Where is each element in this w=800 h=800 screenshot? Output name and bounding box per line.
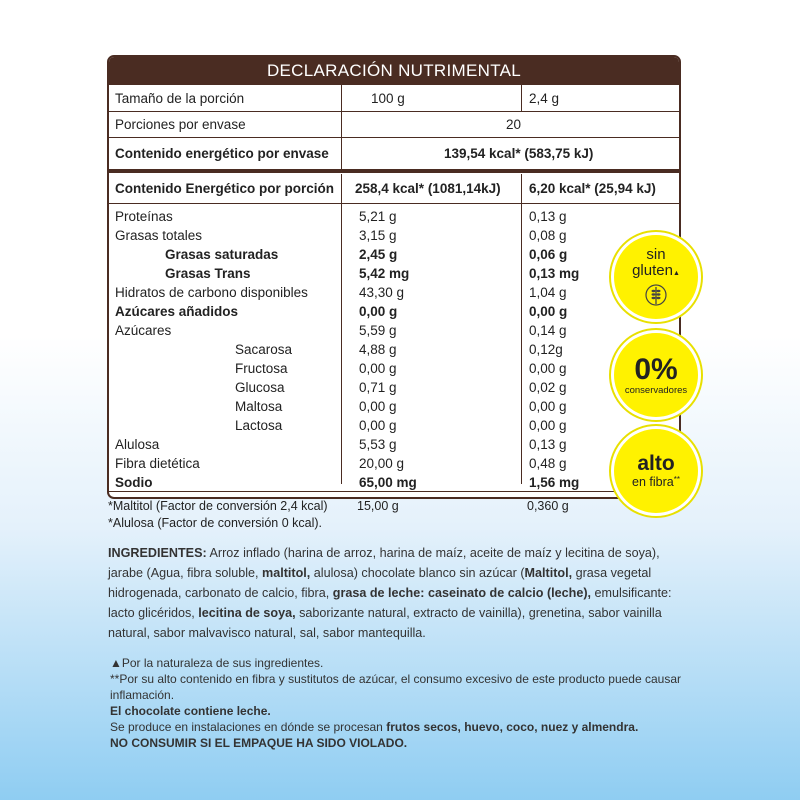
- nutrient-labels: [115, 207, 341, 492]
- value-100: 5,59 g: [359, 323, 397, 338]
- gluten-badge-word: gluten: [632, 261, 673, 279]
- energy-por-label: Contenido Energético por porción: [115, 181, 334, 196]
- high-fiber-badge: [611, 426, 701, 516]
- nutrient-label: Grasas saturadas: [165, 247, 279, 262]
- value-serv: 0,08 g: [529, 228, 567, 243]
- nutrient-values-serv: [529, 207, 579, 492]
- note-4-bold: frutos secos, huevo, coco, nuez y almendra.: [386, 720, 639, 734]
- note-3: El chocolate contiene leche.: [110, 704, 271, 718]
- value-serv: 0,00 g: [529, 304, 568, 319]
- value-serv: 0,12g: [529, 342, 563, 357]
- maltitol-100: 15,00 g: [357, 499, 399, 513]
- ingredients-bold: lecitina de soya,: [198, 606, 296, 620]
- fiber-small: en fibra: [632, 475, 674, 489]
- col-divider: [521, 204, 522, 484]
- ingredients-bold: maltitol,: [262, 566, 311, 580]
- ingredients-text: alulosa) chocolate blanco sin azúcar (: [310, 566, 525, 580]
- nutrient-label: Sacarosa: [235, 342, 293, 357]
- energy-por-row: [109, 174, 679, 204]
- preservatives-big: 0%: [634, 352, 678, 386]
- value-serv: 0,00 g: [529, 399, 567, 414]
- ingredients-text: Arroz inflado (harina de arroz, harina de maíz, aceite de maíz y lecitina de soya), jarabe (Agua, fibra soluble,: [108, 546, 660, 580]
- nutrient-label: Grasas Trans: [165, 266, 251, 281]
- nutrition-table: [107, 55, 681, 499]
- value-serv: 0,00 g: [529, 418, 567, 433]
- maltitol-serv: 0,360 g: [527, 499, 569, 513]
- value-100: 3,15 g: [359, 228, 397, 243]
- fiber-big: alto: [637, 452, 675, 475]
- nutrient-label: Alulosa: [115, 437, 160, 452]
- energy-pkg-value: 139,54 kcal* (583,75 kJ): [444, 146, 594, 161]
- portions-value: 20: [506, 117, 522, 132]
- note-2: **Por su alto contenido en fibra y sustitutos de azúcar, el consumo excesivo de este producto puede causar inflamación.: [110, 672, 682, 702]
- portions-row: [109, 112, 679, 138]
- nutrient-label: Fibra dietética: [115, 456, 200, 471]
- maltitol-footnote: *Maltitol (Factor de conversión 2,4 kcal): [108, 499, 328, 513]
- value-100: 43,30 g: [359, 285, 405, 300]
- value-serv: 1,04 g: [529, 285, 567, 300]
- ingredients-bold: Maltitol,: [524, 566, 573, 580]
- nutrient-label: Hidratos de carbono disponibles: [115, 285, 308, 300]
- fiber-small-line: [632, 475, 680, 489]
- portion-label: Tamaño de la porción: [115, 90, 245, 106]
- portion-row: [109, 85, 679, 112]
- table-title: DECLARACIÓN NUTRIMENTAL: [109, 57, 679, 85]
- energy-pkg-label: Contenido energético por envase: [115, 146, 329, 161]
- value-100: 5,53 g: [359, 437, 397, 452]
- note-5: NO CONSUMIR SI EL EMPAQUE HA SIDO VIOLADO.: [110, 736, 408, 750]
- no-preservatives-badge: [611, 330, 701, 420]
- value-100: 2,45 g: [359, 247, 398, 262]
- ingredients-heading: INGREDIENTES:: [108, 546, 207, 560]
- gluten-free-badge: [611, 232, 701, 322]
- nutrient-label: Azúcares: [115, 323, 172, 338]
- value-100: 0,00 g: [359, 418, 397, 433]
- gluten-badge-top: sin: [646, 245, 666, 263]
- wheat-icon: [645, 282, 667, 308]
- ingredients-text: grasa vegetal hidrogenada, carbonato de calcio, fibra,: [108, 566, 652, 600]
- notes-block: [110, 655, 710, 751]
- value-100: 5,21 g: [359, 209, 397, 224]
- value-serv: 0,48 g: [529, 456, 567, 471]
- portions-label: Porciones por envase: [115, 117, 246, 132]
- nutrient-label: Sodio: [115, 475, 153, 490]
- note-1: ▲Por la naturaleza de sus ingredientes.: [110, 656, 324, 670]
- nutrient-label: Lactosa: [235, 418, 283, 433]
- note-4-text: Se produce en instalaciones en dónde se procesan: [110, 720, 387, 734]
- value-100: 20,00 g: [359, 456, 405, 471]
- col-divider: [341, 204, 342, 484]
- value-serv: 0,13 g: [529, 437, 567, 452]
- preservatives-small: conservadores: [624, 384, 688, 396]
- value-serv: 0,14 g: [529, 323, 567, 338]
- ingredients-bold: grasa de leche: caseinato de calcio (leche),: [332, 586, 592, 600]
- energy-por-100: 258,4 kcal* (1081,14kJ): [355, 181, 501, 196]
- portion-100: 100 g: [371, 90, 405, 106]
- table-separator: [109, 491, 679, 492]
- value-100: 0,00 g: [359, 361, 397, 376]
- energy-pkg-row: [109, 138, 679, 173]
- value-100: 0,71 g: [359, 380, 397, 395]
- note-4: [110, 719, 710, 735]
- ingredients-paragraph: [108, 543, 694, 643]
- nutrient-values-100: [359, 207, 417, 492]
- value-100: 65,00 mg: [359, 475, 417, 490]
- fiber-mark: **: [673, 475, 680, 484]
- gluten-badge-bottom: [632, 262, 680, 282]
- ingredients-text: saborizante natural, extracto de vainilla), grenetina, sabor vainilla natural, sabor malvavisco natural, sal, sabor mantequilla.: [108, 606, 662, 640]
- nutrient-label: Fructosa: [235, 361, 288, 376]
- ingredients-text: emulsificante: lacto glicéridos,: [108, 586, 672, 620]
- nutrient-label: Grasas totales: [115, 228, 203, 243]
- value-serv: 0,13 g: [529, 209, 567, 224]
- value-serv: 0,00 g: [529, 361, 567, 376]
- nutrient-label: Azúcares añadidos: [115, 304, 239, 319]
- value-100: 0,00 g: [359, 399, 397, 414]
- value-serv: 0,06 g: [529, 247, 568, 262]
- portion-serv: 2,4 g: [529, 90, 560, 106]
- value-serv: 1,56 mg: [529, 475, 580, 490]
- nutrient-label: Maltosa: [235, 399, 283, 414]
- value-100: 5,42 mg: [359, 266, 410, 281]
- value-100: 4,88 g: [359, 342, 397, 357]
- value-serv: 0,02 g: [529, 380, 567, 395]
- alulosa-footnote: *Alulosa (Factor de conversión 0 kcal).: [108, 516, 322, 530]
- nutrient-label: Glucosa: [235, 380, 285, 395]
- value-100: 0,00 g: [359, 304, 398, 319]
- gluten-badge-mark: ▲: [672, 269, 680, 277]
- nutrient-label: Proteínas: [115, 209, 173, 224]
- energy-por-serv: 6,20 kcal* (25,94 kJ): [529, 181, 656, 196]
- value-serv: 0,13 mg: [529, 266, 580, 281]
